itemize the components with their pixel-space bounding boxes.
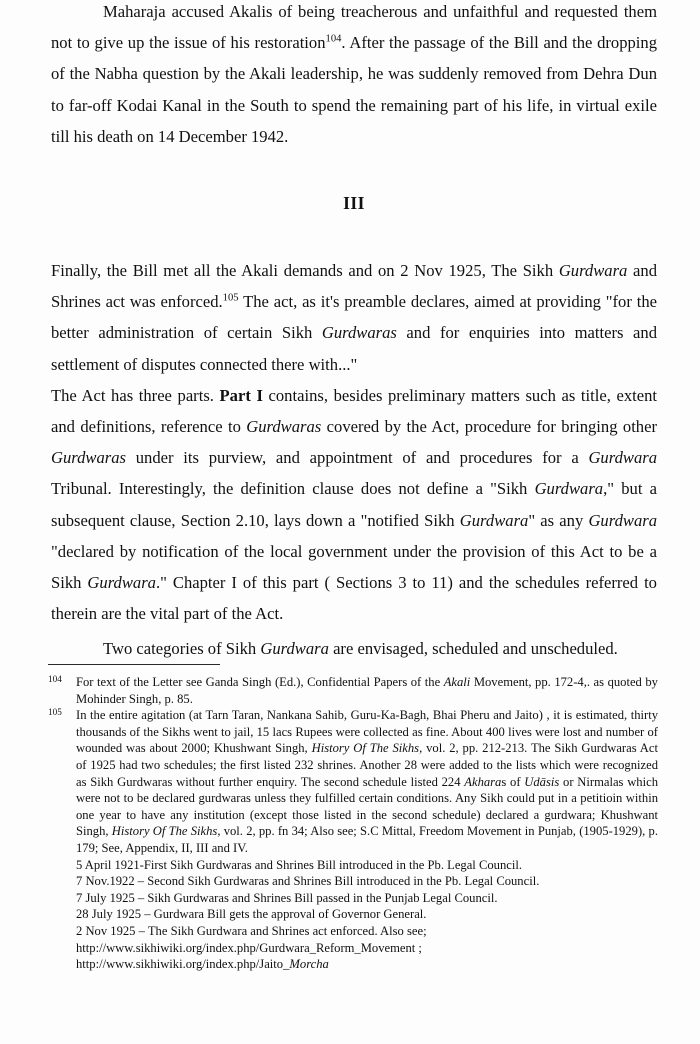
footnote-104-number: 104 (48, 674, 62, 684)
fn105-italic-akhara: Akhara (464, 774, 502, 789)
fn104-italic-akali: Akali (443, 675, 471, 689)
paragraph-act-three-parts (51, 380, 657, 630)
fn104-seg2: Movement, pp. 172-4,. as quoted by Mohinder Singh, p. 85. (76, 675, 658, 706)
chronology-item-5: 2 Nov 1925 – The Sikh Gurdwara and Shrines act enforced. Also see; (76, 923, 427, 938)
para4-seg2: are envisaged, scheduled and unscheduled. (328, 639, 618, 659)
para3-seg8: "declared by notification of the local government under the provision of this Act to be a Sikh (51, 541, 657, 593)
para1-lead-text: Maharaja accused Akalis of being treacherous and unfaithful and requested them not to give up the issue of his restoration (51, 2, 657, 53)
link-text-1: http://www.sikhiwiki.org/index.php/Gurdwara_Reform_Movement ; (76, 940, 422, 955)
para3-italic-gurdwara-5: Gurdwara (459, 510, 529, 530)
footnote-separator-rule (48, 664, 220, 665)
para3-seg6: ," but a subsequent clause, Section 2.10, lays down a "notified Sikh (51, 479, 658, 530)
fn105-seg3: s of (501, 774, 525, 789)
footnote-104-text (76, 674, 658, 707)
fn105-seg1: In the entire agitation (at Tarn Taran, Nankana Sahib, Guru-Ka-Bagh, Bhai Pheru and Jaito) , it is estimated, thirty thousands of the Sikhs went to jail, 15 lacs Rupees were collected as fine. About 400 lives were lost and number of wounded was about 2000; Khushwant Singh, (76, 708, 658, 756)
footnote-reference-104: 104 (325, 33, 342, 45)
footnote-105-number: 105 (48, 707, 62, 718)
footnote-104 (48, 674, 658, 707)
chronology-item-1: 5 April 1921-First Sikh Gurdwaras and Shrines Bill introduced in the Pb. Legal Council. (76, 857, 522, 872)
spacer-after-heading (51, 214, 657, 255)
fn105-seg2: vol. 2, pp. 212-213. The Sikh Gurdwaras Act of 1925 had two schedules; the first listed 232 shrines. Another 28 were added to the lists which were recognized as Sikh Gurdwaras without further enquiry. The second schedule listed 224 (76, 741, 658, 789)
fn105-italic-history-2: History Of The Sikhs, (111, 824, 221, 839)
chronology-item-3: 7 July 1925 – Sikh Gurdwaras and Shrines Bill passed in the Punjab Legal Council. (76, 890, 498, 905)
para3-italic-gurdwara-6: Gurdwara (588, 510, 657, 530)
fn105-italic-history-1: History Of The Sikhs, (311, 741, 423, 756)
para3-italic-gurdwara-7: Gurdwara (87, 573, 156, 593)
footnote-105 (48, 707, 658, 856)
para2-seg1: Finally, the Bill met all the Akali demands and on 2 Nov 1925, The Sikh (51, 261, 559, 281)
section-heading-iii: III (343, 193, 365, 214)
para4-italic-gurdwara: Gurdwara (260, 639, 329, 659)
para3-italic-gurdwaras-1: Gurdwaras (246, 417, 322, 437)
body-text-column (51, 0, 657, 665)
para3-seg5: Tribunal. Interestingly, the definition clause does not define a "Sikh (51, 479, 535, 499)
para2-seg2: and Shrines act was enforced. (51, 261, 657, 312)
para3-italic-gurdwara-4: Gurdwara (534, 479, 604, 499)
para3-seg1: The Act has three parts. (51, 385, 220, 405)
fn105-seg5: vol. 2, pp. fn 34; Also see; S.C Mittal, Freedom Movement in Punjab, (1905-1929), p. 179; See, Appendix, II, III and IV. (76, 824, 658, 855)
para2-seg3: The act, as it's preamble declares, aimed at providing "for the better administration of certain Sikh (51, 292, 657, 343)
para3-italic-gurdwara-3: Gurdwara (588, 448, 657, 468)
fn105-italic-udasis: Udāsis (524, 774, 560, 789)
para2-seg4: and for enquiries into matters and settlement of disputes connected there with..." (51, 323, 657, 374)
para3-seg7: " as any (528, 510, 589, 530)
para3-seg9: ." Chapter I of this part ( Sections 3 to 11) and the schedules referred to therein are the vital part of the Act. (51, 573, 657, 624)
footnote-reference-105: 105 (222, 292, 239, 304)
chronology-item-4: 28 July 1925 – Gurdwara Bill gets the approval of Governor General. (76, 907, 427, 922)
reference-link-gurdwara-reform-movement[interactable] (48, 940, 658, 957)
para3-italic-gurdwaras-2: Gurdwaras (51, 448, 126, 468)
paragraph-maharaja (51, 0, 657, 152)
para3-bold-part-i: Part I (219, 385, 263, 405)
chronology-item-2: 7 Nov.1922 – Second Sikh Gurdwaras and Shrines Bill introduced in the Pb. Legal Council. (76, 874, 540, 889)
reference-link-jaito-morcha[interactable] (48, 956, 658, 973)
paragraph-two-categories (51, 633, 657, 664)
para3-seg2: contains, besides preliminary matters such as title, extent and definitions, reference to (51, 385, 657, 437)
link-text-2: http://www.sikhiwiki.org/index.php/Jaito_ (76, 957, 290, 972)
footnote-105-text (76, 707, 658, 856)
para2-italic-gurdwaras-2: Gurdwaras (321, 323, 397, 343)
fn104-seg1: For text of the Letter see Ganda Singh (Ed.), Confidential Papers of the (76, 675, 444, 689)
para2-italic-gurdwara-1: Gurdwara (558, 261, 628, 281)
link-text-2-italic-tail: Morcha (289, 957, 329, 972)
fn105-seg4: or Nirmalas which were not to be declared gurdwaras unless they fulfilled certain conditions. Any Sikh could put in a petitioin within one year to have any institution (except those listed in the second schedule) declared a gurdwara; Khushwant Singh, (76, 774, 658, 839)
paragraph-bill-met-demands (51, 255, 657, 380)
para1-tail-text: . After the passage of the Bill and the dropping of the Nabha question by the Akali leadership, he was suddenly removed from Dehra Dun to far-off Kodai Kanal in the South to spend the remaining part of his life, in virtual exile till his death on 14 December 1942. (51, 33, 657, 146)
para3-seg4: under its purview, and appointment of and procedures for a (126, 448, 589, 468)
footnote-area (48, 664, 658, 973)
para4-seg1: Two categories of Sikh (103, 639, 261, 659)
spacer-before-heading (51, 152, 657, 193)
para3-seg3: covered by the Act, procedure for bringing other (321, 417, 657, 437)
